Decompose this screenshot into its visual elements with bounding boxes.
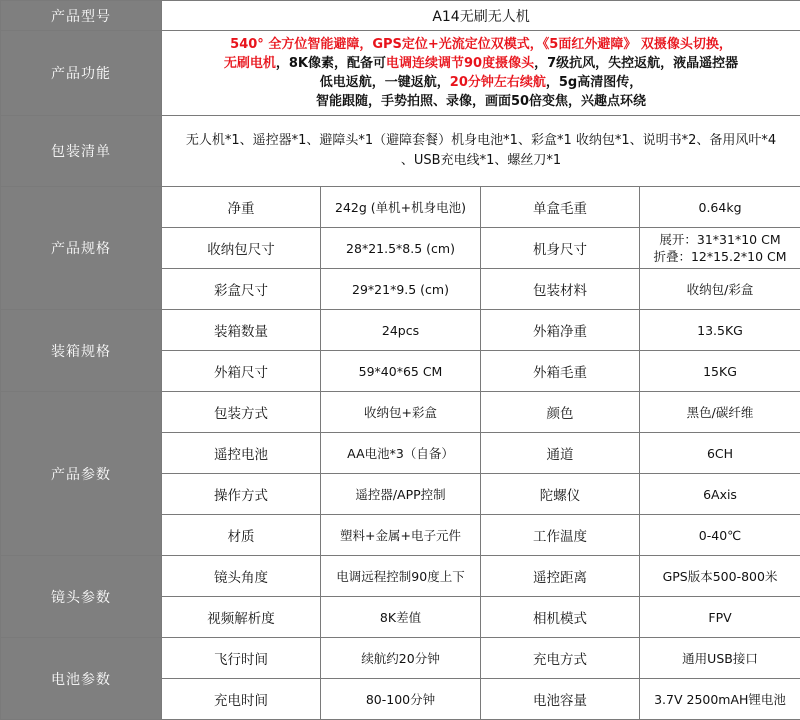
param-value: 29*21*9.5 (cm) bbox=[321, 269, 481, 310]
param-name: 彩盒尺寸 bbox=[162, 269, 321, 310]
param-name: 操作方式 bbox=[162, 474, 321, 515]
param-name: 陀螺仪 bbox=[481, 474, 640, 515]
package-line-2: 、USB充电线*1、螺丝刀*1 bbox=[401, 153, 561, 168]
param-name: 外箱净重 bbox=[481, 310, 640, 351]
param-name: 镜头角度 bbox=[162, 556, 321, 597]
param-name: 单盒毛重 bbox=[481, 187, 640, 228]
param-value: 收纳包+彩盒 bbox=[321, 392, 481, 433]
model-value: A14无刷无人机 bbox=[162, 1, 800, 31]
package-text bbox=[162, 116, 800, 187]
section-label: 产品参数 bbox=[1, 392, 162, 556]
section-label: 产品规格 bbox=[1, 187, 162, 310]
param-value: 6CH bbox=[640, 433, 800, 474]
features-segment: 20分钟左右续航 bbox=[450, 75, 546, 90]
package-line-1: 无人机*1、遥控器*1、避障头*1（避障套餐）机身电池*1、彩盒*1 收纳包*1、说明书*2、备用风叶*4 bbox=[186, 133, 776, 148]
param-name: 电池容量 bbox=[481, 679, 640, 720]
param-value: 遥控器/APP控制 bbox=[321, 474, 481, 515]
param-value: 59*40*65 CM bbox=[321, 351, 481, 392]
param-name: 包装方式 bbox=[162, 392, 321, 433]
param-value: 续航约20分钟 bbox=[321, 638, 481, 679]
features-segment: 电调连续调节90度摄像头 bbox=[386, 56, 534, 71]
param-name: 遥控距离 bbox=[481, 556, 640, 597]
param-value-line: 折叠：12*15.2*10 CM bbox=[644, 248, 796, 265]
param-name: 充电时间 bbox=[162, 679, 321, 720]
param-name: 颜色 bbox=[481, 392, 640, 433]
features-text bbox=[162, 31, 800, 116]
param-value: 80-100分钟 bbox=[321, 679, 481, 720]
param-value bbox=[640, 228, 800, 269]
features-segment: 智能跟随，手势拍照、录像，画面50倍变焦，兴趣点环绕 bbox=[316, 94, 646, 109]
features-label: 产品功能 bbox=[1, 31, 162, 116]
section-label: 镜头参数 bbox=[1, 556, 162, 638]
param-name: 外箱毛重 bbox=[481, 351, 640, 392]
package-label: 包装清单 bbox=[1, 116, 162, 187]
param-value: 塑料+金属+电子元件 bbox=[321, 515, 481, 556]
param-value: FPV bbox=[640, 597, 800, 638]
param-value: 28*21.5*8.5 (cm) bbox=[321, 228, 481, 269]
param-name: 相机模式 bbox=[481, 597, 640, 638]
param-value: GPS版本500-800米 bbox=[640, 556, 800, 597]
param-name: 充电方式 bbox=[481, 638, 640, 679]
features-segment: ，8K像素，配备可 bbox=[276, 56, 386, 71]
model-row bbox=[1, 1, 800, 31]
section-label: 装箱规格 bbox=[1, 310, 162, 392]
param-value: 6Axis bbox=[640, 474, 800, 515]
features-segment: 低电返航，一键返航， bbox=[320, 75, 450, 90]
features-segment: 无刷电机 bbox=[224, 56, 276, 71]
param-value: AA电池*3（自备） bbox=[321, 433, 481, 474]
param-name: 通道 bbox=[481, 433, 640, 474]
param-value: 242g (单机+机身电池) bbox=[321, 187, 481, 228]
features-segment: ，5g高清图传， bbox=[546, 75, 642, 90]
param-name: 工作温度 bbox=[481, 515, 640, 556]
param-name: 净重 bbox=[162, 187, 321, 228]
spec-row bbox=[1, 392, 800, 433]
package-row bbox=[1, 116, 800, 187]
param-value: 黑色/碳纤维 bbox=[640, 392, 800, 433]
features-segment: 540° 全方位智能避障，GPS定位+光流定位双模式，《5面红外避障》 双摄像头切换， bbox=[230, 37, 732, 52]
param-value: 13.5KG bbox=[640, 310, 800, 351]
spec-row bbox=[1, 187, 800, 228]
features-row bbox=[1, 31, 800, 116]
param-name: 视频解析度 bbox=[162, 597, 321, 638]
param-name: 飞行时间 bbox=[162, 638, 321, 679]
param-name: 包装材料 bbox=[481, 269, 640, 310]
param-name: 装箱数量 bbox=[162, 310, 321, 351]
param-value: 电调远程控制90度上下 bbox=[321, 556, 481, 597]
param-name: 外箱尺寸 bbox=[162, 351, 321, 392]
param-value: 0.64kg bbox=[640, 187, 800, 228]
param-value: 8K差值 bbox=[321, 597, 481, 638]
param-name: 材质 bbox=[162, 515, 321, 556]
param-value: 15KG bbox=[640, 351, 800, 392]
model-label: 产品型号 bbox=[1, 1, 162, 31]
param-name: 收纳包尺寸 bbox=[162, 228, 321, 269]
param-value: 收纳包/彩盒 bbox=[640, 269, 800, 310]
param-name: 机身尺寸 bbox=[481, 228, 640, 269]
param-value: 3.7V 2500mAH锂电池 bbox=[640, 679, 800, 720]
spec-row bbox=[1, 310, 800, 351]
features-segment: ，7级抗风，失控返航，液晶遥控器 bbox=[534, 56, 738, 71]
spec-row bbox=[1, 556, 800, 597]
section-label: 电池参数 bbox=[1, 638, 162, 720]
param-value-line: 展开：31*31*10 CM bbox=[644, 231, 796, 248]
param-name: 遥控电池 bbox=[162, 433, 321, 474]
param-value: 0-40℃ bbox=[640, 515, 800, 556]
param-value: 通用USB接口 bbox=[640, 638, 800, 679]
param-value: 24pcs bbox=[321, 310, 481, 351]
spec-row bbox=[1, 638, 800, 679]
